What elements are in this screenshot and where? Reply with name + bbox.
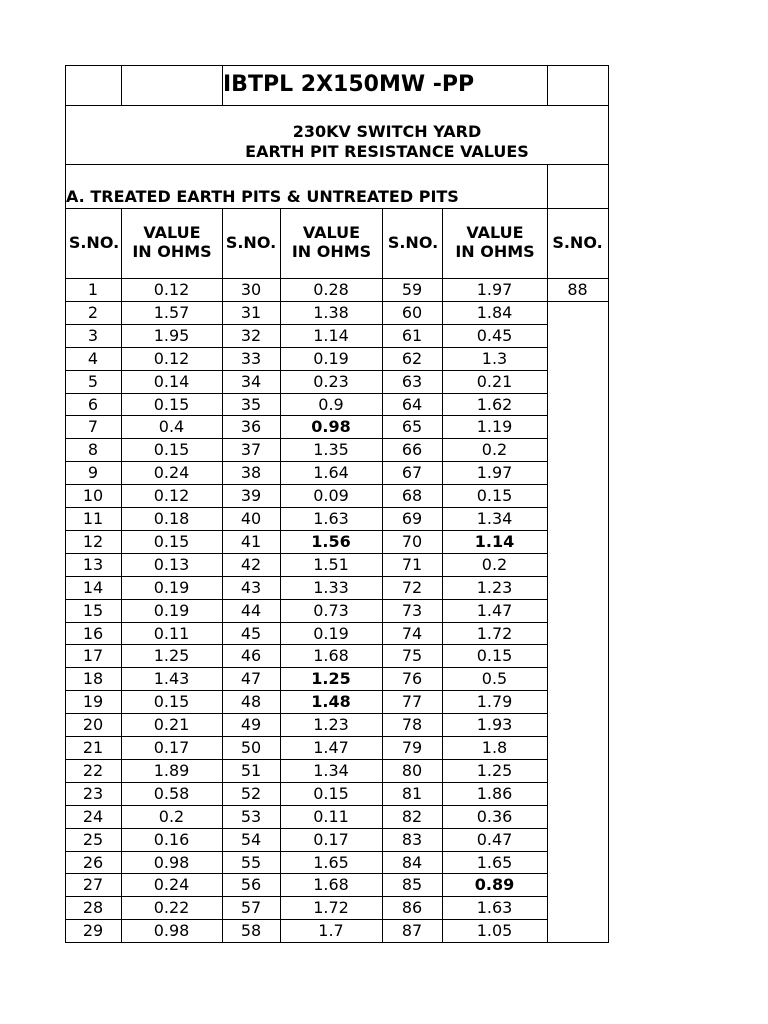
value-cell: 0.13 [153, 555, 190, 574]
value-cell: 0.2 [481, 440, 508, 459]
grid-line-top [65, 65, 609, 66]
sno-cell: 52 [240, 784, 262, 803]
sno-cell: 61 [401, 326, 423, 345]
section-title: A. TREATED EARTH PITS & UNTREATED PITS [66, 187, 459, 206]
value-cell: 0.19 [153, 578, 190, 597]
sno-cell: 39 [240, 486, 262, 505]
value-cell: 1.93 [476, 715, 513, 734]
sno-cell: 34 [240, 372, 262, 391]
grid-line-section-col [547, 164, 548, 209]
value-cell: 0.15 [476, 486, 513, 505]
value-cell: 1.86 [476, 784, 513, 803]
sno-cell: 68 [401, 486, 423, 505]
value-cell: 0.73 [313, 601, 349, 620]
sno-cell: 13 [82, 555, 104, 574]
value-cell: 0.47 [476, 830, 513, 849]
sno-cell: 25 [82, 830, 104, 849]
sno-cell: 15 [82, 601, 104, 620]
value-cell: 0.2 [158, 807, 185, 826]
value-cell: 1.68 [313, 646, 349, 665]
value-cell: 1.65 [476, 853, 513, 872]
header-value-3-line1: VALUE [466, 223, 524, 242]
sno-cell: 31 [240, 303, 262, 322]
header-value-2 [280, 223, 383, 261]
value-cell: 1.23 [476, 578, 513, 597]
value-cell: 0.19 [153, 601, 190, 620]
sno-cell: 24 [82, 807, 104, 826]
sno-cell: 53 [240, 807, 262, 826]
sno-cell: 32 [240, 326, 262, 345]
grid-line-title-col [121, 65, 122, 106]
sno-cell: 71 [401, 555, 423, 574]
grid-line-title-bottom [65, 105, 609, 106]
sno-cell: 20 [82, 715, 104, 734]
sno-cell: 75 [401, 646, 423, 665]
value-cell: 0.98 [311, 417, 351, 436]
value-cell: 0.21 [153, 715, 190, 734]
value-cell: 1.95 [153, 326, 190, 345]
sno-cell: 47 [240, 669, 262, 688]
sno-cell: 1 [87, 280, 99, 299]
sno-cell: 37 [240, 440, 262, 459]
value-cell: 0.15 [153, 532, 190, 551]
value-cell: 1.14 [474, 532, 515, 551]
value-cell: 1.72 [313, 898, 349, 917]
sno-cell: 63 [401, 372, 423, 391]
sno-cell: 40 [240, 509, 262, 528]
value-cell: 1.84 [476, 303, 513, 322]
sno-cell: 16 [82, 624, 104, 643]
sno-cell: 28 [82, 898, 104, 917]
sno-cell: 5 [87, 372, 99, 391]
value-cell: 1.43 [153, 669, 190, 688]
sno-cell: 80 [401, 761, 423, 780]
sno-cell: 10 [82, 486, 104, 505]
sno-cell: 84 [401, 853, 423, 872]
sno-cell: 65 [401, 417, 423, 436]
header-value-1-line2: IN OHMS [132, 242, 212, 261]
page-title: IBTPL 2X150MW -PP [223, 72, 475, 97]
sno-cell: 23 [82, 784, 104, 803]
value-cell: 0.98 [153, 853, 190, 872]
sno-cell: 43 [240, 578, 262, 597]
value-cell: 1.7 [318, 921, 344, 940]
value-cell: 1.3 [481, 349, 508, 368]
value-cell: 0.12 [153, 280, 190, 299]
value-cell: 0.09 [313, 486, 349, 505]
value-cell: 0.12 [153, 486, 190, 505]
sno-cell: 44 [240, 601, 262, 620]
value-cell: 0.18 [153, 509, 190, 528]
grid-line-bottom [65, 942, 609, 943]
value-cell: 0.23 [313, 372, 349, 391]
header-value-1 [122, 223, 222, 261]
value-cell: 0.24 [153, 463, 190, 482]
sno-cell: 77 [401, 692, 423, 711]
value-cell: 1.47 [476, 601, 513, 620]
sno-cell: 73 [401, 601, 423, 620]
grid-line-subtitle-bottom [65, 164, 609, 165]
value-cell: 1.79 [476, 692, 513, 711]
grid-line-title-col [547, 65, 548, 106]
value-cell: 0.89 [474, 875, 515, 894]
sno-cell: 86 [401, 898, 423, 917]
sno-cell: 12 [82, 532, 104, 551]
value-cell: 1.19 [476, 417, 513, 436]
value-cell: 1.89 [153, 761, 190, 780]
subtitle-line1: 230KV SWITCH YARD [292, 122, 482, 141]
header-sno-2: S.NO. [225, 233, 277, 252]
sno-cell: 35 [240, 395, 262, 414]
value-cell: 0.58 [153, 784, 190, 803]
header-value-2-line2: IN OHMS [291, 242, 372, 261]
value-cell: 1.25 [476, 761, 513, 780]
sno-cell: 51 [240, 761, 262, 780]
sno-cell: 49 [240, 715, 262, 734]
value-cell: 0.5 [481, 669, 508, 688]
sno-cell: 74 [401, 624, 423, 643]
value-cell: 1.23 [313, 715, 349, 734]
sno-cell: 18 [82, 669, 104, 688]
sno-cell: 22 [82, 761, 104, 780]
sno-cell: 11 [82, 509, 104, 528]
sno-cell: 60 [401, 303, 423, 322]
sno-cell: 46 [240, 646, 262, 665]
grid-line-right [608, 65, 609, 943]
sno-cell: 81 [401, 784, 423, 803]
sno-cell: 70 [401, 532, 423, 551]
sno-cell: 64 [401, 395, 423, 414]
sno-cell: 27 [82, 875, 104, 894]
value-cell: 1.63 [313, 509, 349, 528]
header-sno-4: S.NO. [552, 233, 603, 252]
header-value-3 [443, 223, 547, 261]
value-cell: 0.17 [313, 830, 349, 849]
sno-cell: 21 [82, 738, 104, 757]
sno-cell: 62 [401, 349, 423, 368]
subtitle-line2: EARTH PIT RESISTANCE VALUES [245, 142, 529, 161]
value-cell: 1.05 [476, 921, 513, 940]
sno-cell: 3 [87, 326, 99, 345]
value-cell: 1.62 [476, 395, 513, 414]
sno-cell: 72 [401, 578, 423, 597]
value-cell: 1.33 [313, 578, 349, 597]
sno-cell: 56 [240, 875, 262, 894]
value-cell: 1.57 [153, 303, 190, 322]
value-cell: 0.14 [153, 372, 190, 391]
value-cell: 0.4 [158, 417, 185, 436]
sno-cell: 79 [401, 738, 423, 757]
value-cell: 0.15 [153, 395, 190, 414]
sno-cell: 67 [401, 463, 423, 482]
value-cell: 1.68 [313, 875, 349, 894]
grid-line-header-top [65, 208, 609, 209]
sno-cell: 69 [401, 509, 423, 528]
header-sno-3: S.NO. [387, 233, 439, 252]
value-cell: 0.21 [476, 372, 513, 391]
sno-cell: 26 [82, 853, 104, 872]
value-cell: 1.56 [311, 532, 351, 551]
header-sno-1: S.NO. [68, 233, 120, 252]
sno-cell: 83 [401, 830, 423, 849]
sno-cell: 85 [401, 875, 423, 894]
value-cell: 0.15 [153, 692, 190, 711]
value-cell: 0.11 [153, 624, 190, 643]
value-cell: 1.51 [313, 555, 349, 574]
value-cell: 0.98 [153, 921, 190, 940]
sno-cell: 4 [87, 349, 99, 368]
sno-cell: 76 [401, 669, 423, 688]
header-value-2-line1: VALUE [302, 223, 361, 242]
value-cell: 1.47 [313, 738, 349, 757]
sno-cell: 82 [401, 807, 423, 826]
value-cell: 0.16 [153, 830, 190, 849]
value-cell: 1.14 [313, 326, 349, 345]
sno-cell: 57 [240, 898, 262, 917]
sno-cell: 6 [87, 395, 99, 414]
value-cell: 0.2 [481, 555, 508, 574]
sno-cell: 58 [240, 921, 262, 940]
sno-cell: 78 [401, 715, 423, 734]
sno-cell: 66 [401, 440, 423, 459]
sno-cell: 38 [240, 463, 262, 482]
value-cell: 1.72 [476, 624, 513, 643]
sno-cell: 42 [240, 555, 262, 574]
value-cell: 1.34 [476, 509, 513, 528]
value-cell: 1.97 [476, 463, 513, 482]
sno-cell: 50 [240, 738, 262, 757]
sno-cell: 36 [240, 417, 262, 436]
value-cell: 1.64 [313, 463, 349, 482]
value-cell: 1.25 [153, 646, 190, 665]
sno-cell: 9 [87, 463, 99, 482]
sno-cell: 33 [240, 349, 262, 368]
value-cell: 0.24 [153, 875, 190, 894]
value-cell: 1.35 [313, 440, 349, 459]
value-cell: 1.25 [311, 669, 351, 688]
value-cell: 1.34 [313, 761, 349, 780]
sno-cell: 55 [240, 853, 262, 872]
value-cell: 1.65 [313, 853, 349, 872]
sno-cell: 45 [240, 624, 262, 643]
value-cell: 1.48 [311, 692, 351, 711]
value-cell: 0.15 [476, 646, 513, 665]
value-cell: 0.11 [313, 807, 349, 826]
value-cell: 1.8 [481, 738, 508, 757]
value-cell: 0.28 [313, 280, 349, 299]
value-cell: 1.63 [476, 898, 513, 917]
value-cell: 0.19 [313, 349, 349, 368]
value-cell: 0.22 [153, 898, 190, 917]
sno-cell: 41 [240, 532, 262, 551]
value-cell: 0.45 [476, 326, 513, 345]
value-cell: 0.36 [476, 807, 513, 826]
sno-cell: 8 [87, 440, 99, 459]
value-cell: 0.12 [153, 349, 190, 368]
grid-line-title-col [222, 65, 223, 106]
value-cell: 0.19 [313, 624, 349, 643]
sno-cell: 19 [82, 692, 104, 711]
sno-cell: 54 [240, 830, 262, 849]
value-cell: 0.17 [153, 738, 190, 757]
sno-cell: 17 [82, 646, 104, 665]
value-cell: 1.38 [313, 303, 349, 322]
sno-cell: 14 [82, 578, 104, 597]
value-cell: 0.9 [318, 395, 344, 414]
value-cell: 0.15 [153, 440, 190, 459]
sno-cell: 30 [240, 280, 262, 299]
value-cell: 1.97 [476, 280, 513, 299]
sno-cell: 29 [82, 921, 104, 940]
sno-cell: 2 [87, 303, 99, 322]
value-cell: 0.15 [313, 784, 349, 803]
sno-cell: 59 [401, 280, 423, 299]
sno-cell: 48 [240, 692, 262, 711]
sno-cell: 88 [567, 280, 588, 299]
sno-cell: 7 [87, 417, 99, 436]
sno-cell: 87 [401, 921, 423, 940]
header-value-3-line2: IN OHMS [455, 242, 535, 261]
header-value-1-line1: VALUE [143, 223, 201, 242]
